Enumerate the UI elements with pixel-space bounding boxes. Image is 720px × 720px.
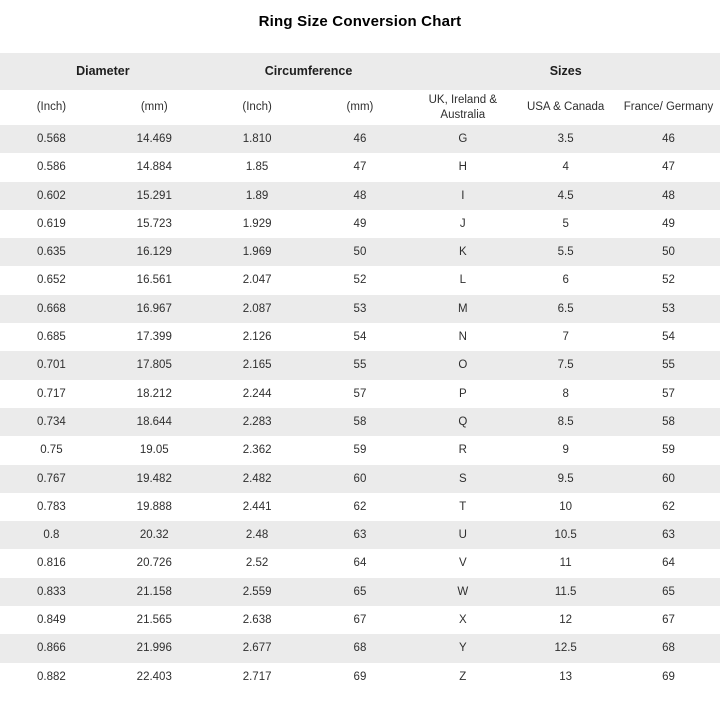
table-row [0, 436, 720, 464]
table-cell: X [411, 606, 514, 634]
table-cell: 0.849 [0, 606, 103, 634]
table-cell: 46 [309, 125, 412, 153]
table-cell: 57 [309, 380, 412, 408]
table-cell: 16.561 [103, 266, 206, 294]
column-header-france-germany: France/ Germany [617, 90, 720, 125]
column-header-diameter-inch: (Inch) [0, 90, 103, 125]
table-cell: 21.996 [103, 634, 206, 662]
table-cell: 2.677 [206, 634, 309, 662]
group-header-circumference: Circumference [206, 53, 412, 90]
column-header-circumference-mm: (mm) [309, 90, 412, 125]
table-cell: 69 [309, 663, 412, 691]
table-cell: R [411, 436, 514, 464]
table-cell: Q [411, 408, 514, 436]
table-cell: 55 [617, 351, 720, 379]
table-cell: 2.717 [206, 663, 309, 691]
table-cell: 0.75 [0, 436, 103, 464]
page-title: Ring Size Conversion Chart [258, 13, 462, 30]
table-cell: N [411, 323, 514, 351]
table-cell: V [411, 549, 514, 577]
table-cell: J [411, 210, 514, 238]
table-row [0, 153, 720, 181]
table-cell: 20.726 [103, 549, 206, 577]
table-cell: 68 [309, 634, 412, 662]
table-cell: 2.441 [206, 493, 309, 521]
table-cell: 21.158 [103, 578, 206, 606]
table-cell: 15.291 [103, 182, 206, 210]
table-cell: 0.586 [0, 153, 103, 181]
table-cell: 57 [617, 380, 720, 408]
table-cell: 7 [514, 323, 617, 351]
table-row [0, 578, 720, 606]
table-row [0, 351, 720, 379]
table-cell: 2.244 [206, 380, 309, 408]
table-cell: 52 [617, 266, 720, 294]
table-cell: 64 [617, 549, 720, 577]
table-cell: 13 [514, 663, 617, 691]
table-cell: 0.685 [0, 323, 103, 351]
table-cell: 9 [514, 436, 617, 464]
table-cell: 2.165 [206, 351, 309, 379]
table-cell: 0.783 [0, 493, 103, 521]
table-cell: 17.805 [103, 351, 206, 379]
table-header [0, 53, 720, 125]
table-cell: 5.5 [514, 238, 617, 266]
table-cell: 64 [309, 549, 412, 577]
table-row [0, 606, 720, 634]
table-cell: 2.638 [206, 606, 309, 634]
table-cell: 8.5 [514, 408, 617, 436]
table-cell: 0.866 [0, 634, 103, 662]
table-cell: 0.833 [0, 578, 103, 606]
table-row [0, 634, 720, 662]
table-cell: 2.047 [206, 266, 309, 294]
table-cell: 14.469 [103, 125, 206, 153]
table-cell: 0.568 [0, 125, 103, 153]
table-cell: 9.5 [514, 465, 617, 493]
table-cell: 14.884 [103, 153, 206, 181]
table-row [0, 210, 720, 238]
table-cell: 69 [617, 663, 720, 691]
table-cell: 59 [309, 436, 412, 464]
table-cell: 1.810 [206, 125, 309, 153]
table-cell: 17.399 [103, 323, 206, 351]
table-cell: 67 [309, 606, 412, 634]
table-cell: 3.5 [514, 125, 617, 153]
table-cell: W [411, 578, 514, 606]
table-cell: 2.48 [206, 521, 309, 549]
table-cell: 19.05 [103, 436, 206, 464]
table-cell: 0.767 [0, 465, 103, 493]
table-cell: 11 [514, 549, 617, 577]
table-cell: H [411, 153, 514, 181]
table-row [0, 549, 720, 577]
ring-size-conversion-table [0, 53, 720, 691]
table-cell: 18.644 [103, 408, 206, 436]
table-row [0, 295, 720, 323]
table-cell: 0.734 [0, 408, 103, 436]
table-cell: 1.85 [206, 153, 309, 181]
table-cell: 46 [617, 125, 720, 153]
table-cell: 1.89 [206, 182, 309, 210]
table-cell: 0.882 [0, 663, 103, 691]
table-cell: 55 [309, 351, 412, 379]
table-cell: 10.5 [514, 521, 617, 549]
table-cell: 50 [617, 238, 720, 266]
table-cell: 22.403 [103, 663, 206, 691]
table-cell: 6.5 [514, 295, 617, 323]
table-cell: 0.619 [0, 210, 103, 238]
table-cell: 2.52 [206, 549, 309, 577]
table-cell: 10 [514, 493, 617, 521]
table-cell: G [411, 125, 514, 153]
table-row [0, 266, 720, 294]
table-row [0, 323, 720, 351]
table-cell: 54 [309, 323, 412, 351]
table-cell: 53 [617, 295, 720, 323]
table-cell: 62 [309, 493, 412, 521]
table-cell: 62 [617, 493, 720, 521]
table-cell: 2.283 [206, 408, 309, 436]
table-row [0, 521, 720, 549]
table-cell: 16.967 [103, 295, 206, 323]
table-cell: T [411, 493, 514, 521]
table-cell: 4.5 [514, 182, 617, 210]
table-cell: K [411, 238, 514, 266]
column-header-circumference-inch: (Inch) [206, 90, 309, 125]
group-header-diameter: Diameter [0, 53, 206, 90]
table-cell: 59 [617, 436, 720, 464]
table-cell: 2.087 [206, 295, 309, 323]
table-cell: 4 [514, 153, 617, 181]
table-cell: 7.5 [514, 351, 617, 379]
table-cell: L [411, 266, 514, 294]
table-cell: 60 [617, 465, 720, 493]
table-cell: 63 [309, 521, 412, 549]
table-cell: 0.8 [0, 521, 103, 549]
table-row [0, 493, 720, 521]
table-cell: I [411, 182, 514, 210]
table-cell: 47 [309, 153, 412, 181]
table-cell: 21.565 [103, 606, 206, 634]
table-cell: 12.5 [514, 634, 617, 662]
table-cell: 68 [617, 634, 720, 662]
table-cell: 0.717 [0, 380, 103, 408]
table-cell: 1.969 [206, 238, 309, 266]
table-cell: 65 [309, 578, 412, 606]
table-cell: 19.482 [103, 465, 206, 493]
table-row [0, 663, 720, 691]
table-cell: 19.888 [103, 493, 206, 521]
column-header-uk-ireland-australia: UK, Ireland & Australia [411, 90, 514, 125]
table-cell: O [411, 351, 514, 379]
table-cell: 0.602 [0, 182, 103, 210]
table-cell: 0.668 [0, 295, 103, 323]
table-cell: 18.212 [103, 380, 206, 408]
table-cell: P [411, 380, 514, 408]
group-header-row [0, 53, 720, 90]
table-body [0, 125, 720, 691]
table-row [0, 125, 720, 153]
table-cell: 54 [617, 323, 720, 351]
table-cell: 1.929 [206, 210, 309, 238]
table-cell: 8 [514, 380, 617, 408]
table-cell: 5 [514, 210, 617, 238]
table-cell: 65 [617, 578, 720, 606]
table-cell: 11.5 [514, 578, 617, 606]
table-cell: 20.32 [103, 521, 206, 549]
table-row [0, 182, 720, 210]
table-cell: 0.816 [0, 549, 103, 577]
table-cell: 50 [309, 238, 412, 266]
table-cell: 49 [617, 210, 720, 238]
table-cell: 15.723 [103, 210, 206, 238]
table-cell: 0.652 [0, 266, 103, 294]
table-cell: S [411, 465, 514, 493]
table-cell: Y [411, 634, 514, 662]
table-cell: 52 [309, 266, 412, 294]
table-cell: M [411, 295, 514, 323]
table-cell: 67 [617, 606, 720, 634]
table-cell: 47 [617, 153, 720, 181]
group-header-sizes: Sizes [411, 53, 720, 90]
table-cell: 16.129 [103, 238, 206, 266]
column-header-diameter-mm: (mm) [103, 90, 206, 125]
table-row [0, 238, 720, 266]
table-cell: 58 [309, 408, 412, 436]
table-cell: 12 [514, 606, 617, 634]
table-cell: 60 [309, 465, 412, 493]
table-cell: 58 [617, 408, 720, 436]
table-cell: Z [411, 663, 514, 691]
table-cell: 2.482 [206, 465, 309, 493]
table-cell: 0.635 [0, 238, 103, 266]
column-header-row [0, 90, 720, 125]
table-cell: U [411, 521, 514, 549]
table-cell: 2.362 [206, 436, 309, 464]
table-cell: 48 [309, 182, 412, 210]
table-cell: 0.701 [0, 351, 103, 379]
table-cell: 2.559 [206, 578, 309, 606]
column-header-usa-canada: USA & Canada [514, 90, 617, 125]
table-row [0, 408, 720, 436]
table-cell: 49 [309, 210, 412, 238]
table-row [0, 380, 720, 408]
table-cell: 2.126 [206, 323, 309, 351]
table-cell: 63 [617, 521, 720, 549]
table-row [0, 465, 720, 493]
table-cell: 48 [617, 182, 720, 210]
table-cell: 6 [514, 266, 617, 294]
table-cell: 53 [309, 295, 412, 323]
